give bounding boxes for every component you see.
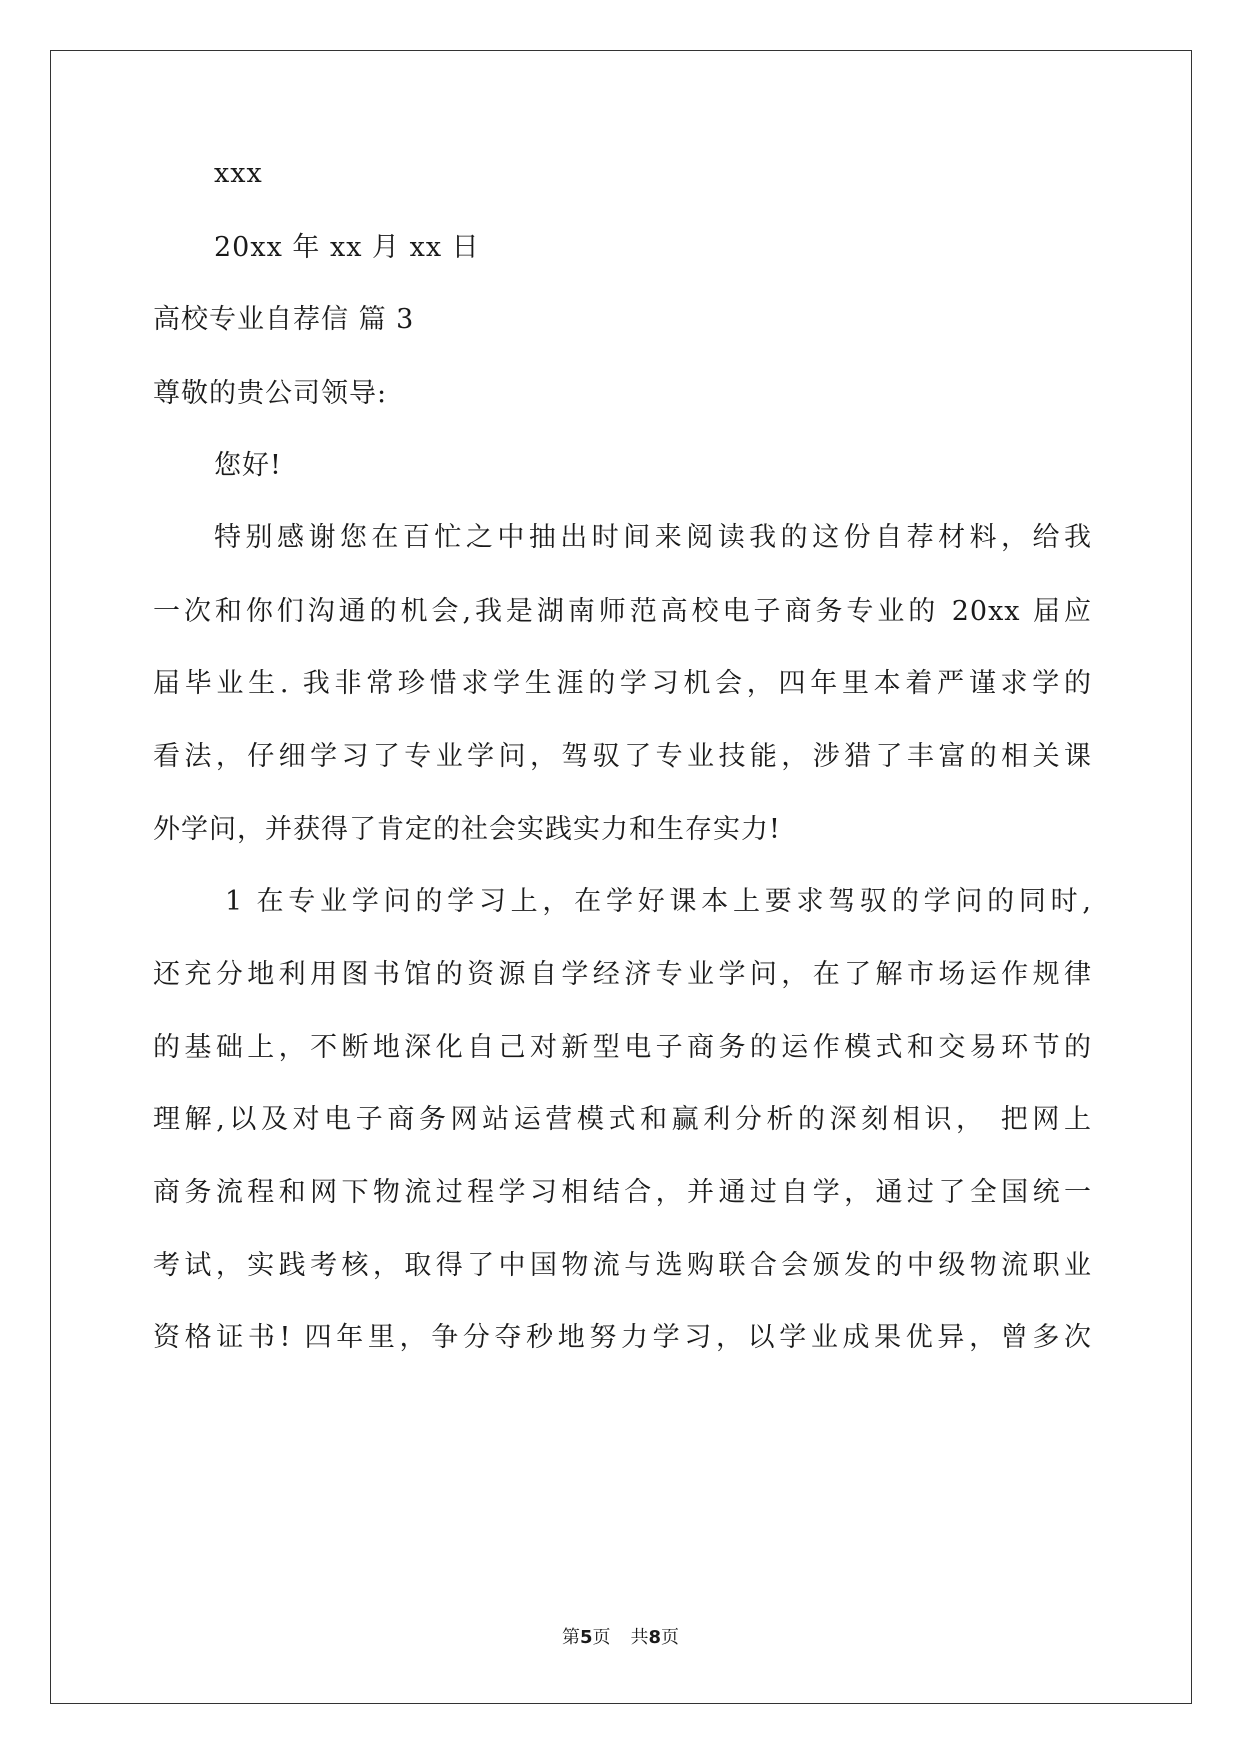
paragraph2-line: 1 在专业学问的学习上，在学好课本上要求驾驭的学问的同时, — [225, 886, 1092, 917]
page-footer — [0, 1626, 1241, 1650]
paragraph1-line: 外学问，并获得了肯定的社会实践实力和生存实力! — [153, 814, 781, 845]
footer-page-current: 5 — [579, 1627, 593, 1648]
section-title: 高校专业自荐信 篇 3 — [153, 304, 415, 335]
paragraph2-line: 理解,以及对电子商务网站运营模式和赢利分析的深刻相识， 把网上 — [153, 1104, 1092, 1135]
footer-total-suffix: 页 — [661, 1627, 680, 1648]
paragraph2-line: 的基础上，不断地深化自己对新型电子商务的运作模式和交易环节的 — [153, 1032, 1092, 1063]
date-text: 20xx 年 xx 月 xx 日 — [214, 232, 480, 263]
paragraph1-line: 届毕业生. 我非常珍惜求学生涯的学习机会，四年里本着严谨求学的 — [153, 668, 1092, 699]
paragraph1-line: 一次和你们沟通的机会,我是湖南师范高校电子商务专业的 20xx 届应 — [153, 596, 1092, 627]
paragraph2-line: 资格证书! 四年里，争分夺秒地努力学习，以学业成果优异，曾多次 — [153, 1322, 1092, 1353]
paragraph1-line: 看法，仔细学习了专业学问，驾驭了专业技能，涉猎了丰富的相关课 — [153, 741, 1092, 772]
page-border — [50, 50, 1192, 1704]
paragraph2-line: 商务流程和网下物流过程学习相结合，并通过自学，通过了全国统一 — [153, 1177, 1092, 1208]
footer-total-prefix: 共 — [630, 1627, 649, 1648]
salutation-text: 尊敬的贵公司领导: — [153, 378, 388, 409]
paragraph1-line: 特别感谢您在百忙之中抽出时间来阅读我的这份自荐材料，给我 — [214, 522, 1092, 553]
paragraph2-line: 考试，实践考核，取得了中国物流与选购联合会颁发的中级物流职业 — [153, 1250, 1092, 1281]
greeting-text: 您好! — [214, 450, 282, 481]
paragraph2-line: 还充分地利用图书馆的资源自学经济专业学问，在了解市场运作规律 — [153, 959, 1092, 990]
signature-text: xxx — [214, 158, 263, 189]
footer-page-prefix: 第 — [561, 1627, 580, 1648]
footer-page-total: 8 — [648, 1627, 662, 1648]
footer-page-suffix: 页 — [592, 1627, 611, 1648]
